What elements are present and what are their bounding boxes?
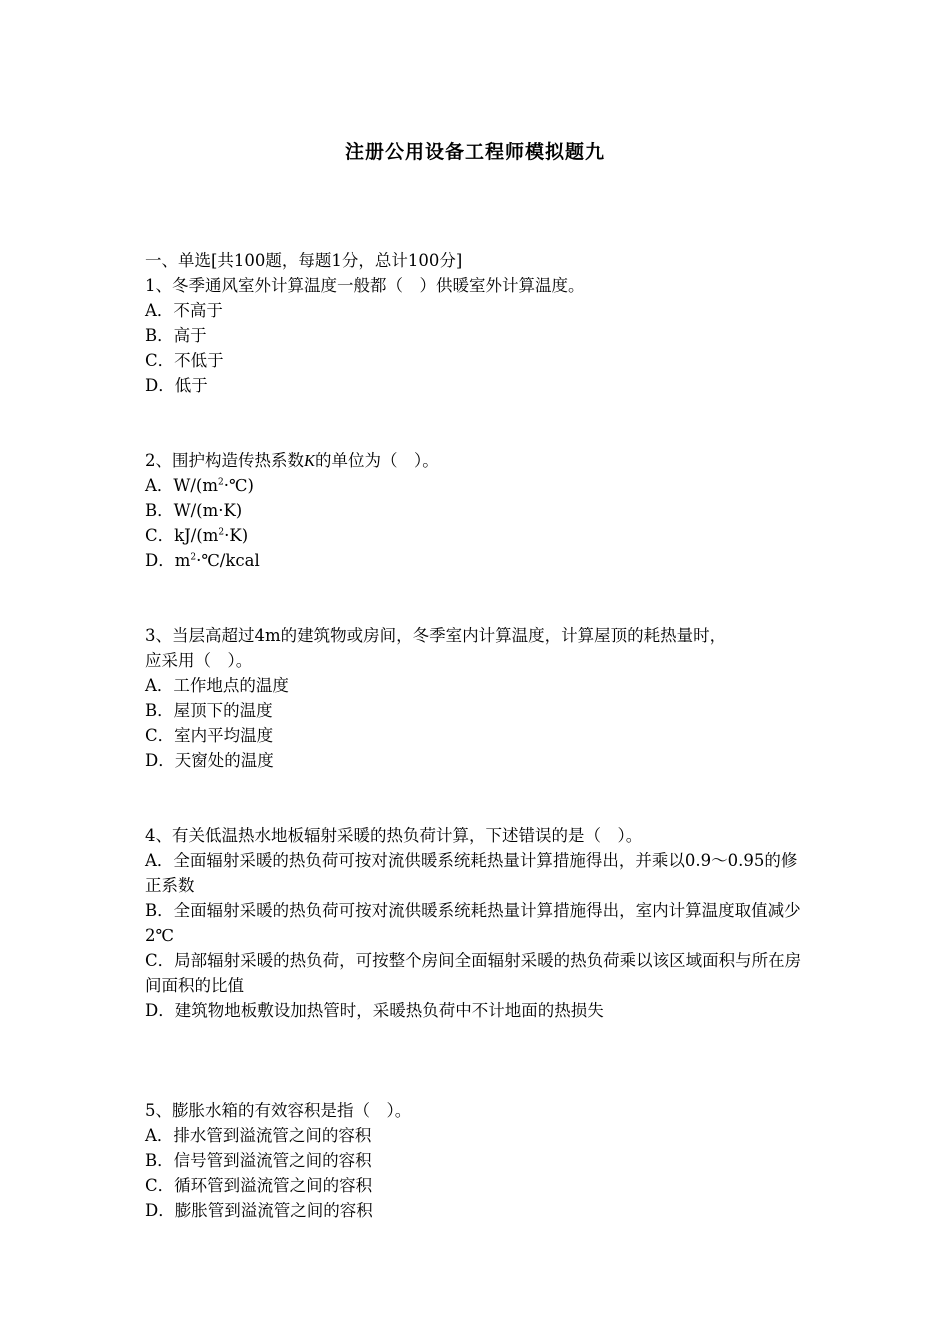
option-d bbox=[145, 548, 810, 573]
option-c: C．室内平均温度 bbox=[145, 726, 274, 745]
option-b bbox=[145, 498, 810, 523]
option-text-tail: ·℃/kcal bbox=[196, 551, 260, 570]
stem-suffix: 的单位为（ ）。 bbox=[315, 451, 439, 470]
section-header: 一、单选[共100题，每题1分，总计100分] bbox=[145, 251, 463, 270]
option-text: C．kJ/(m bbox=[145, 526, 219, 545]
option-d: D．膨胀管到溢流管之间的容积 bbox=[145, 1201, 373, 1220]
option-b: B．高于 bbox=[145, 326, 207, 345]
question-stem: 3、当层高超过4m的建筑物或房间，冬季室内计算温度，计算屋顶的耗热量时， bbox=[145, 626, 727, 645]
option-text-tail: ·℃) bbox=[223, 476, 254, 495]
superscript: 2 bbox=[218, 477, 224, 488]
document-title: 注册公用设备工程师模拟题九 bbox=[344, 141, 605, 163]
stem-prefix: 2、围护构造传热系数 bbox=[145, 451, 304, 470]
option-a: A．排水管到溢流管之间的容积 bbox=[145, 1126, 372, 1145]
option-a: A．不高于 bbox=[145, 301, 223, 320]
question-1 bbox=[145, 273, 810, 398]
question-stem: 1、冬季通风室外计算温度一般都（ ）供暖室外计算温度。 bbox=[145, 276, 585, 295]
spacer bbox=[145, 398, 810, 448]
option-text: A．W/(m bbox=[145, 476, 219, 495]
option-d: D．天窗处的温度 bbox=[145, 751, 274, 770]
superscript: 2 bbox=[190, 552, 197, 563]
option-text: B．W/(m·K) bbox=[145, 501, 243, 520]
option-b: B．屋顶下的温度 bbox=[145, 701, 273, 720]
option-a: A．全面辐射采暖的热负荷可按对流供暖系统耗热量计算措施得出，并乘以0.9～0.95的修正系数 bbox=[145, 851, 798, 895]
question-stem-continued: 应采用（ ）。 bbox=[145, 651, 253, 670]
spacer bbox=[145, 573, 810, 623]
option-b: B．信号管到溢流管之间的容积 bbox=[145, 1151, 372, 1170]
question-3 bbox=[145, 623, 810, 773]
option-d: D．建筑物地板敷设加热管时，采暖热负荷中不计地面的热损失 bbox=[145, 1001, 604, 1020]
option-c: C．不低于 bbox=[145, 351, 224, 370]
option-a: A．工作地点的温度 bbox=[145, 676, 289, 695]
option-a bbox=[145, 473, 810, 498]
spacer bbox=[145, 773, 810, 823]
question-5 bbox=[145, 1098, 810, 1223]
question-stem: 4、有关低温热水地板辐射采暖的热负荷计算，下述错误的是（ ）。 bbox=[145, 826, 643, 845]
option-b: B．全面辐射采暖的热负荷可按对流供暖系统耗热量计算措施得出，室内计算温度取值减少2℃ bbox=[145, 901, 801, 945]
option-c bbox=[145, 523, 810, 548]
option-c: C．局部辐射采暖的热负荷，可按整个房间全面辐射采暖的热负荷乘以该区域面积与所在房间面积的比值 bbox=[145, 951, 802, 995]
document-body bbox=[145, 248, 810, 1223]
question-4 bbox=[145, 823, 810, 1023]
question-stem: 5、膨胀水箱的有效容积是指（ ）。 bbox=[145, 1101, 412, 1120]
option-d: D．低于 bbox=[145, 376, 208, 395]
question-2 bbox=[145, 448, 810, 573]
option-text-tail: ·K) bbox=[224, 526, 249, 545]
option-text: D．m bbox=[145, 551, 191, 570]
stem-variable-k: K bbox=[304, 451, 316, 470]
superscript: 2 bbox=[218, 527, 225, 538]
question-stem bbox=[145, 448, 810, 473]
option-c: C．循环管到溢流管之间的容积 bbox=[145, 1176, 373, 1195]
spacer bbox=[145, 1023, 810, 1098]
